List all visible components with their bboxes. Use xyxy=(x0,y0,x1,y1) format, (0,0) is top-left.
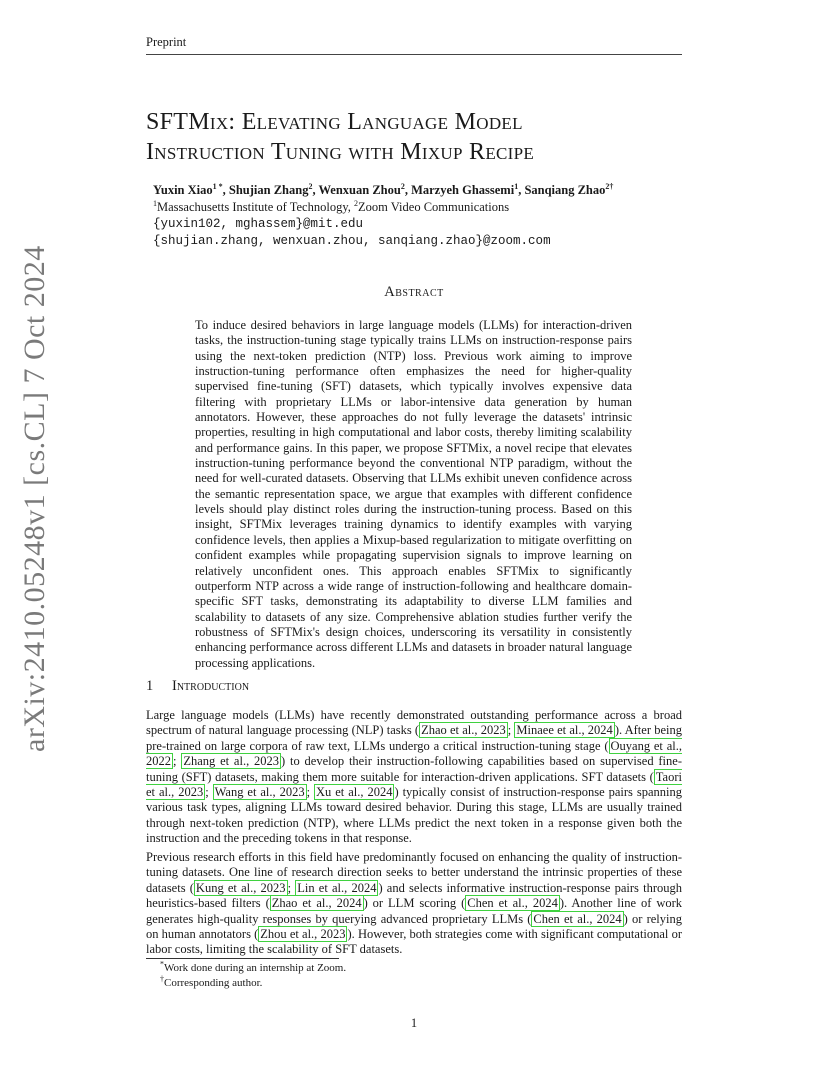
abstract-heading: Abstract xyxy=(384,284,444,300)
footnote-1 xyxy=(160,959,347,974)
text-run: ). After being pre-trained on large corpora of raw text, LLMs undergo a critical instruction-tuning stage ( xyxy=(146,723,682,753)
author-name: Shujian Zhang xyxy=(228,183,309,197)
citation-link[interactable]: Xu et al., 2024 xyxy=(316,785,393,800)
footnote-mark: * xyxy=(160,959,164,969)
section-title: Introduction xyxy=(172,678,250,694)
citation-link[interactable]: Zhou et al., 2023 xyxy=(260,927,346,942)
title-line-2: Instruction Tuning with Mixup Recipe xyxy=(146,139,535,165)
footnote-text: Work done during an internship at Zoom. xyxy=(164,962,347,974)
author-names: Yuxin Xiao$^{1 *}$, Shujian Zhang$^2$, Wenxuan Zhou$^2$, Marzyeh Ghassemi$^1$, Sanqiang Zhao$^{2\dagger}$ xyxy=(153,181,614,197)
abstract-body: To induce desired behaviors in large language models (LLMs) for interaction-driven tasks, the instruction-tuning stage typically trains LLMs on instruction-response pairs using the next-token prediction (NTP) loss. Previous work aiming to improve instruction-tuning performance often emphasizes the need for higher-quality supervised fine-tuning (SFT) datasets, which typically involves expensive data filtering with proprietary LLMs or labor-intensive data generation by human annotators. However, these approaches do not fully leverage the datasets' intrinsic properties, resulting in high computational and labor costs, thereby limiting scalability and performance gains. In this paper, we propose SFTMix, a novel recipe that elevates instruction-tuning performance beyond the conventional NTP paradigm, without the need for well-curated datasets. Observing that LLMs exhibit uneven confidence across the semantic representation space, we argue that examples with different confidence levels should play distinct roles during the instruction-tuning process. Based on this insight, SFTMix leverages training dynamics to identify examples with varying confidence levels, then applies a Mixup-based regularization to mitigate overfitting on confident examples while propagating supervision signals to improve learning on relatively unconfident ones. This approach enables SFTMix to significantly outperform NTP across a wide range of instruction-following and healthcare domain-specific SFT tasks, demonstrating its adaptability to diverse LLM families and scalability to datasets of any size. Comprehensive ablation studies further verify the robustness of SFTMix's design choices, underscoring its versatility in consistently enhancing performance across different LLMs and datasets in broader natural language processing applications. xyxy=(195,318,632,670)
affiliations xyxy=(153,199,713,216)
citation-link[interactable]: Taori et al., 2023 xyxy=(146,769,682,800)
affiliation-mark: 2 xyxy=(354,198,359,208)
section-number: 1 xyxy=(146,678,154,694)
author-name: Marzyeh Ghassemi xyxy=(411,183,515,197)
section-heading xyxy=(146,678,249,695)
text-run: ; xyxy=(287,880,296,895)
email-line-2: {shujian.zhang, wenxuan.zhou, sanqiang.zhao}@zoom.com xyxy=(153,234,551,248)
citation-link[interactable]: Zhang et al., 2023 xyxy=(183,754,280,769)
author-affiliation-mark: 2 xyxy=(308,181,313,191)
footnote-rule xyxy=(146,958,339,959)
text-run: ; xyxy=(205,785,213,800)
text-run: ; xyxy=(507,723,515,738)
text-run: ) to develop their instruction-following capabilities based on supervised fine-tuning (SFT) datasets, making them more suitable for interaction-driven applications. SFT datasets ( xyxy=(146,754,682,784)
author-name: Wenxuan Zhou xyxy=(318,183,401,197)
author-name: Yuxin Xiao xyxy=(153,183,213,197)
intro-paragraph-1 xyxy=(146,708,682,847)
intro-paragraph-2 xyxy=(146,850,682,958)
text-run: ) or LLM scoring ( xyxy=(363,896,466,911)
paper-title xyxy=(146,107,706,167)
affiliation-mark: 1 xyxy=(153,198,157,208)
text-run: ) typically consist of instruction-response pairs spanning various task types, aligning LLMs toward desired behavior. During this stage, LLMs are usually trained through next-token prediction (NTP), where LLMs predict the next token in a response given both the instruction and the preceding tokens in that response. xyxy=(146,785,682,846)
text-run: ). However, both strategies come with significant computational or labor costs, limiting the scalability of SFT datasets. xyxy=(146,927,682,957)
citation-link[interactable]: Ouyang et al., 2022 xyxy=(146,738,682,769)
citation-link[interactable]: Kung et al., 2023 xyxy=(195,880,286,895)
author-affiliation-mark: 1 * xyxy=(212,181,223,191)
citation-link[interactable]: Minaee et al., 2024 xyxy=(516,723,613,738)
affiliation-2: Zoom Video Communications xyxy=(358,200,510,214)
citation-link[interactable]: Zhao et al., 2023 xyxy=(421,723,506,738)
text-run: Previous research efforts in this field have predominantly focused on enhancing the quality of instruction-tuning datasets. One line of research direction seeks to better understand the intrinsic properties of these datasets ( xyxy=(146,850,682,895)
citation-link[interactable]: Lin et al., 2024 xyxy=(297,880,377,895)
page-number: 1 xyxy=(410,1016,418,1030)
running-header: Preprint xyxy=(146,35,682,55)
footnote-2 xyxy=(160,974,263,989)
author-affiliation-mark: 1 xyxy=(514,181,519,191)
text-run: ; xyxy=(306,785,315,800)
citation-link[interactable]: Chen et al., 2024 xyxy=(533,911,622,926)
text-run: ) or relying on human annotators ( xyxy=(146,911,683,942)
author-affiliation-mark: 2 xyxy=(400,181,405,191)
author-affiliation-mark: 2† xyxy=(605,181,614,191)
text-run: Large language models (LLMs) have recently demonstrated outstanding performance across a broad spectrum of natural language processing (NLP) tasks ( xyxy=(146,708,682,738)
author-name: Sanqiang Zhao xyxy=(524,183,606,197)
citation-link[interactable]: Wang et al., 2023 xyxy=(214,785,305,800)
footnote-text: Corresponding author. xyxy=(164,977,263,989)
email-line-1: {yuxin102, mghassem}@mit.edu xyxy=(153,217,364,231)
text-run: ) and selects informative instruction-response pairs through heuristics-based filters ( xyxy=(146,880,682,911)
citation-link[interactable]: Zhao et al., 2024 xyxy=(271,896,362,911)
arxiv-identifier: arXiv:2410.05248v1 [cs.CL] 7 Oct 2024 xyxy=(18,245,51,752)
text-run: ; xyxy=(173,754,182,769)
text-run: ). Another line of work generates high-quality responses by querying advanced proprietary LLMs ( xyxy=(146,896,683,926)
footnote-mark: † xyxy=(160,974,164,984)
author-block xyxy=(153,182,713,250)
title-line-1: SFTMix: Elevating Language Model xyxy=(146,109,523,135)
affiliation-1: Massachusetts Institute of Technology, xyxy=(157,200,355,214)
citation-link[interactable]: Chen et al., 2024 xyxy=(467,896,558,911)
